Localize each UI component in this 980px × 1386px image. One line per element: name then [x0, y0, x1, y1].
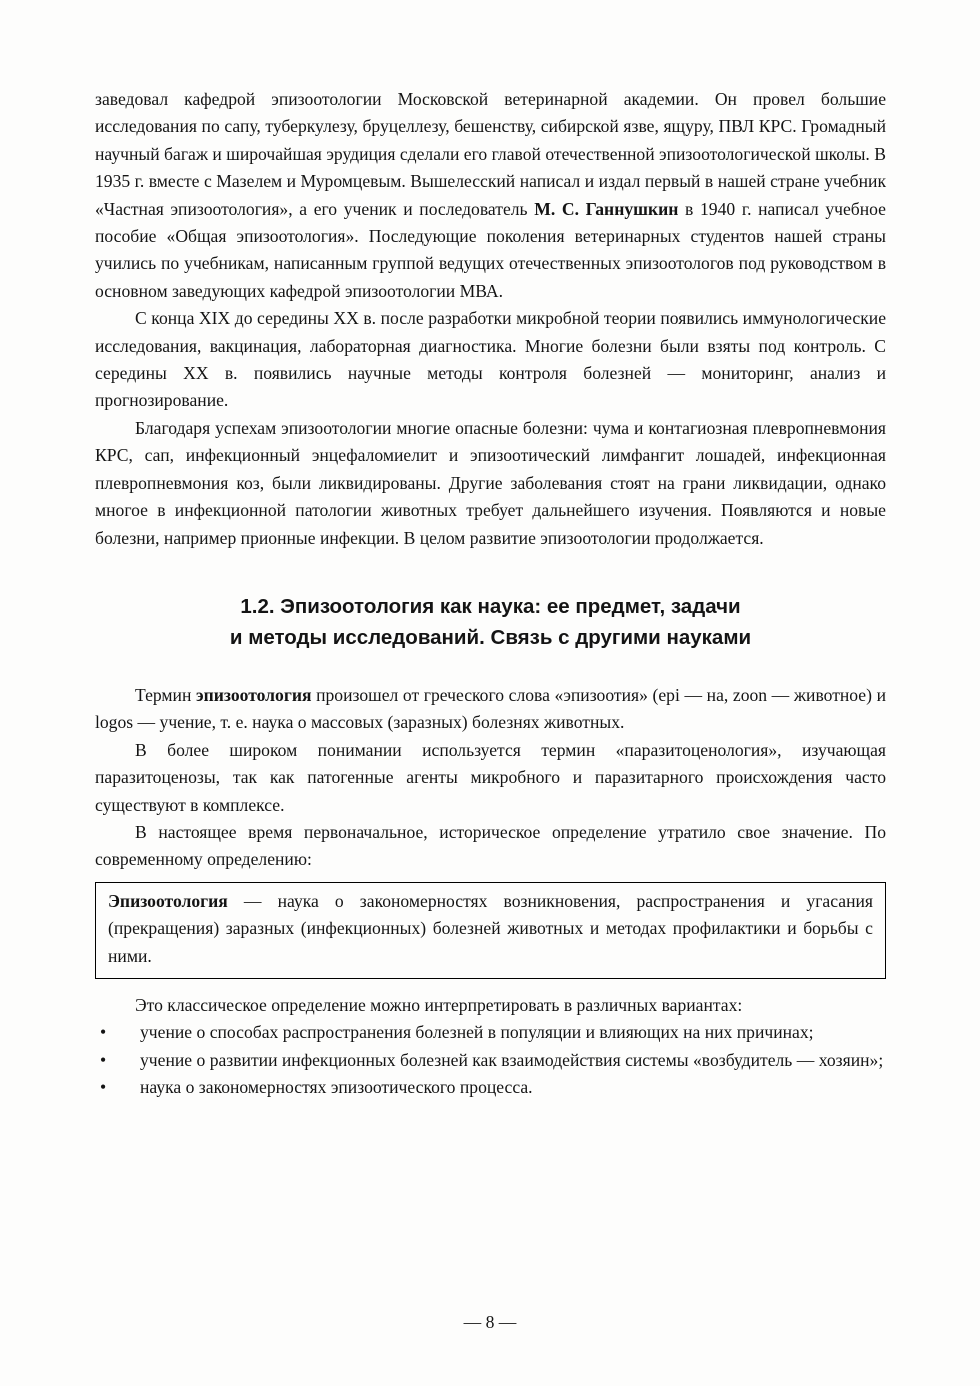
definition-paragraph	[108, 888, 873, 970]
definition-term-bold: Эпизоотология	[108, 890, 228, 911]
person-name-bold: М. С. Ганнушкин	[534, 198, 679, 219]
paragraph-text: Термин	[135, 684, 196, 705]
interpretation-bullet-list	[95, 1019, 886, 1101]
definition-text: — наука о закономерностях возникновения, распространения и угасания (прекращения) заразных (инфекционных) болезней животных и методах профилактики и борьбы с ними.	[108, 890, 873, 966]
term-bold: эпизоотология	[195, 684, 312, 705]
paragraph-microbial-theory: С конца XIX до середины XX в. после разработки микробной теории появились иммунологические исследования, вакцинация, лабораторная диагностика. Многие болезни были взяты под контроль. С середины XX в. появились научные методы контроля болезней — мониторинг, анализ и прогнозирование.	[95, 308, 886, 411]
paragraph-parasitocenology: В более широком понимании используется термин «паразитоценология», изучающая паразитоценозы, так как патогенные агенты микробного и паразитарного происхождения часто существуют в комплексе.	[95, 739, 886, 815]
paragraph-interpretation-intro: Это классическое определение можно интерпретировать в различных вариантах:	[135, 994, 743, 1015]
section-heading-line2: и методы исследований. Связь с другими науками	[229, 625, 752, 649]
paragraph-text: в 1940 г. написал учебное пособие «Общая эпизоотология». Последующие поколения ветеринарных студентов нашей страны учились по учебникам, написанным группой ведущих отечественных эпизоотологов под руководством в основном заведующих кафедрой эпизоотологии МВА.	[95, 198, 886, 301]
bullet-item: • учение о развитии инфекционных болезней как взаимодействия системы «возбудитель — хозяин»;	[95, 1047, 886, 1074]
paragraph-text: произошел от греческого слова «эпизоотия» (epi — на, zoon — животное) и logos — учение, т. е. наука о массовых (заразных) болезнях животных.	[95, 684, 886, 733]
bullet-item: • наука о закономерностях эпизоотического процесса.	[95, 1074, 886, 1101]
paragraph-text: заведовал кафедрой эпизоотологии Московской ветеринарной академии. Он провел большие исследования по сапу, туберкулезу, бруцеллезу, бешенству, сибирской язве, ящуру, ПВЛ КРС. Громадный научный багаж и широчайшая эрудиция сделали его главой отечественной эпизоотологической школы. В 1935 г. вместе с Мазелем и Муромцевым. Вышелесский написал и издал первый в нашей стране учебник «Частная эпизоотология», а его ученик и последователь	[95, 89, 886, 219]
page-number: — 8 —	[463, 1311, 517, 1332]
paragraph-epizootology-successes: Благодаря успехам эпизоотологии многие опасные болезни: чума и контагиозная плевропневмония КРС, сап, инфекционный энцефаломиелит и эпизоотический лимфангит лошадей, инфекционная плевропневмония коз, были ликвидированы. Другие заболевания стоят на грани ликвидации, однако многое в инфекционной патологии животных требует дальнейшего изучения. Появляются и новые болезни, например прионные инфекции. В целом развитие эпизоотологии продолжается.	[95, 417, 886, 548]
section-heading-line1: 1.2. Эпизоотология как наука: ее предмет, задачи	[240, 594, 741, 618]
paragraph-modern-definition-intro: В настоящее время первоначальное, историческое определение утратило свое значение. По современному определению:	[95, 821, 886, 870]
paragraph-history-continuation	[95, 86, 886, 305]
definition-box	[95, 882, 886, 979]
paragraph-term-origin	[95, 682, 886, 737]
section-heading	[95, 591, 886, 653]
bullet-item: • учение о способах распространения болезней в популяции и влияющих на них причинах;	[95, 1019, 886, 1046]
